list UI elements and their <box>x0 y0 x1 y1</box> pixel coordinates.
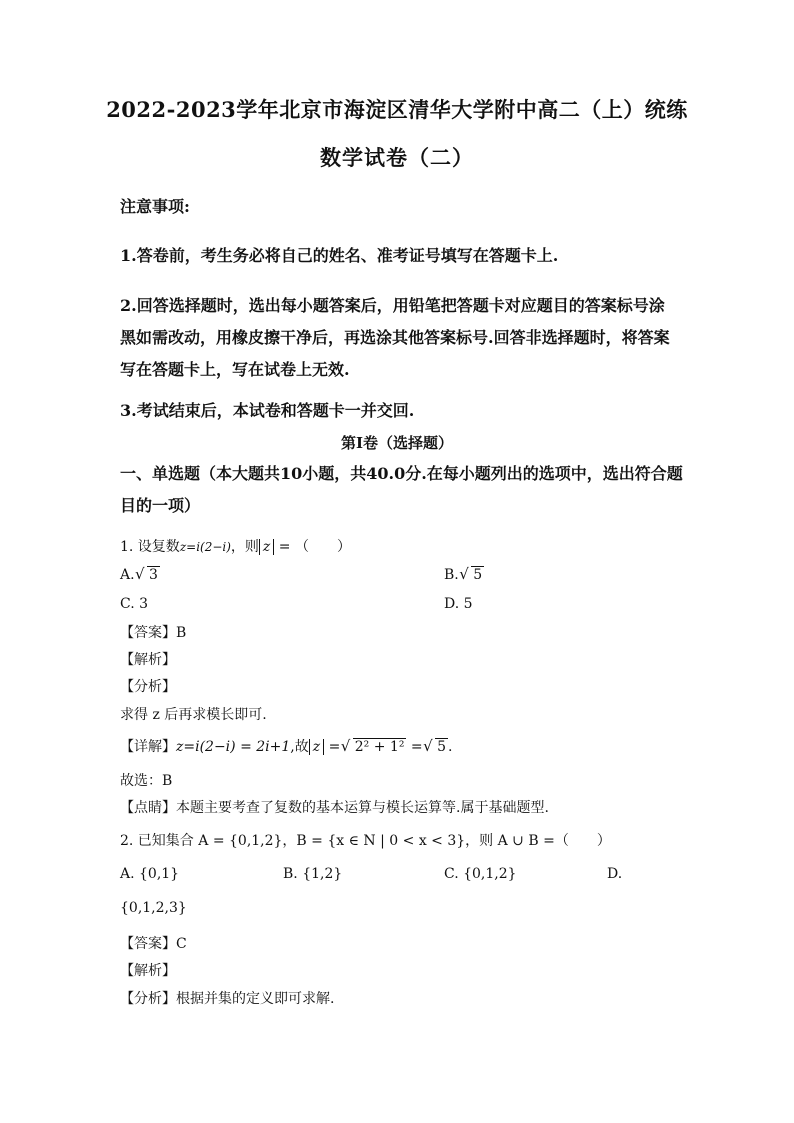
q1-fenxi-text: 求得 z 后再求模长即可. <box>120 707 267 723</box>
notice-heading: 注意事项: <box>120 197 190 216</box>
q1-detail-label: 【详解】 <box>120 739 176 755</box>
q1-detail-eq2: = <box>406 739 428 755</box>
q1-option-d: D. 5 <box>444 596 473 612</box>
q2-option-a: A. {0,1} <box>120 866 180 882</box>
q1-option-b-sqrt <box>463 567 484 583</box>
q2-option-b: B. {1,2} <box>283 866 343 882</box>
part-title: 第I卷（选择题） <box>340 434 454 452</box>
q2-analysis-tag: 【解析】 <box>120 963 176 979</box>
q1-detail-result: 5 <box>437 739 446 755</box>
section-heading: 一、单选题（本大题共10小题，共40.0分.在每小题列出的选项中，选出符合题目的一项） <box>120 464 683 515</box>
q1-suffix: = （ ） <box>274 539 351 555</box>
document-title: 2022-2023学年北京市海淀区清华大学附中高二（上）统练 <box>106 97 688 122</box>
q1-option-b-label: B. <box>444 567 459 583</box>
q1-option-c: C. 3 <box>120 596 149 612</box>
q1-expr: z=i(2−i) <box>179 540 231 554</box>
q1-detail-abs: z <box>309 739 324 755</box>
q1-analysis-tag: 【解析】 <box>120 652 176 668</box>
q1-option-a-value: 3 <box>149 567 158 583</box>
question-2-stem: 2. 已知集合 A = {0,1,2}，B = {x ∈ N | 0 < x < 3}，则 A ∪ B =（ ） <box>120 833 611 849</box>
q1-option-b-value: 5 <box>473 567 483 583</box>
document-subtitle: 数学试卷（二） <box>320 145 474 170</box>
q1-mid: ，则 <box>230 539 259 555</box>
q1-detail-mid: ,故 <box>290 739 309 755</box>
q1-comment: 【点睛】本题主要考查了复数的基本运算与模长运算等.属于基础题型. <box>120 800 549 816</box>
q1-abs: z <box>259 539 274 555</box>
question-1-stem <box>120 536 351 556</box>
q1-detail-sqrt <box>345 739 407 755</box>
q1-option-a <box>120 567 160 583</box>
q1-detail-sqrt-body: 2² + 1² <box>354 739 405 755</box>
q1-detail-eq: = <box>324 739 345 755</box>
q1-prefix: 1. 设复数 <box>120 539 180 555</box>
q1-choice: 故选：B <box>120 773 173 789</box>
q1-detail-expr: z=i(2−i) = 2i+1 <box>176 739 291 755</box>
q1-option-b <box>444 567 484 583</box>
q1-option-a-label: A. <box>120 567 135 583</box>
notice-item-1: 1.答卷前，考生务必将自己的姓名、准考证号填写在答题卡上. <box>120 246 559 265</box>
q1-detail-result-sqrt <box>427 739 448 755</box>
q1-detail-end: . <box>448 739 453 755</box>
q2-option-c: C. {0,1,2} <box>444 866 517 882</box>
q2-option-d-label: D. <box>607 866 623 882</box>
q1-detail <box>120 736 452 756</box>
q1-fenxi-tag: 【分析】 <box>120 679 176 695</box>
q2-option-d-value: {0,1,2,3} <box>120 900 187 916</box>
q1-option-a-sqrt <box>139 567 160 583</box>
q2-answer: 【答案】C <box>120 936 187 952</box>
notice-item-3: 3.考试结束后，本试卷和答题卡一并交回. <box>120 401 415 420</box>
notice-item-2: 2.回答选择题时，选出每小题答案后，用铅笔把答题卡对应题目的答案标号涂黑如需改动，用橡皮擦干净后，再选涂其他答案标号.回答非选择题时，将答案写在答题卡上，写在试卷上无效. <box>120 296 670 379</box>
q1-answer: 【答案】B <box>120 625 187 641</box>
q2-fenxi: 【分析】根据并集的定义即可求解. <box>120 991 335 1007</box>
